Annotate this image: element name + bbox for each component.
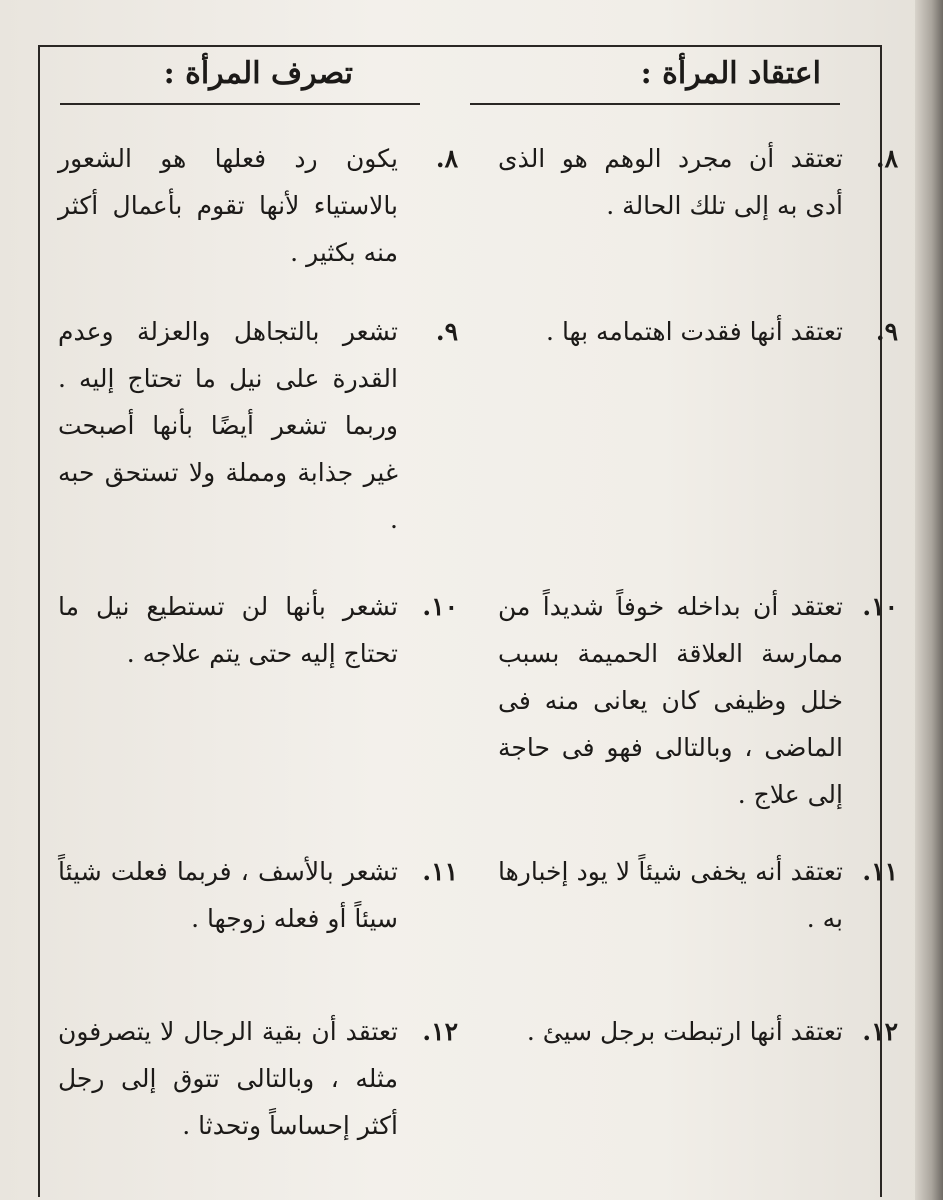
item-number: ١١. — [422, 857, 458, 886]
item-number: ٨. — [875, 144, 898, 173]
item-number: ١٠. — [862, 592, 898, 621]
belief-item-10 — [498, 583, 898, 818]
behavior-item-12 — [58, 1008, 458, 1149]
belief-item-9 — [498, 308, 898, 355]
item-text: تشعر بأنها لن تستطيع نيل ما تحتاج إليه حتى يتم علاجه . — [58, 592, 398, 668]
item-text: تعتقد أنها فقدت اهتمامه بها . — [546, 317, 843, 346]
behavior-header-rule — [60, 103, 420, 105]
behavior-item-10 — [58, 583, 458, 677]
item-number: ١٢. — [422, 1017, 458, 1046]
item-text: تشعر بالأسف ، فربما فعلت شيئاً سيئاً أو فعله زوجها . — [58, 857, 398, 933]
item-text: تعتقد أنها ارتبطت برجل سيئ . — [526, 1017, 843, 1046]
item-number: ١١. — [862, 857, 898, 886]
item-text: تعتقد أن بداخله خوفاً شديداً من ممارسة العلاقة الحميمة بسبب خلل وظيفى كان يعانى منه فى الماضى ، وبالتالى فهو فى حاجة إلى علاج . — [498, 592, 843, 809]
belief-column-header: اعتقاد المرأة : — [640, 56, 821, 91]
behavior-item-9 — [58, 308, 458, 543]
belief-item-8 — [498, 135, 898, 229]
behavior-column-header: تصرف المرأة : — [163, 56, 353, 91]
item-text: تعتقد أنه يخفى شيئاً لا يود إخبارها به . — [498, 857, 843, 933]
belief-item-12 — [498, 1008, 898, 1055]
item-text: يكون رد فعلها هو الشعور بالاستياء لأنها تقوم بأعمال أكثر منه بكثير . — [58, 144, 398, 267]
item-text: تشعر بالتجاهل والعزلة وعدم القدرة على نيل ما تحتاج إليه . وربما تشعر أيضًا بأنها أصبحت غير جذابة ومملة ولا تستحق حبه . — [58, 317, 398, 534]
item-number: ٩. — [875, 317, 898, 346]
belief-item-11 — [498, 848, 898, 942]
item-number: ٨. — [435, 144, 458, 173]
belief-header-rule — [470, 103, 840, 105]
item-number: ١٢. — [862, 1017, 898, 1046]
item-text: تعتقد أن بقية الرجال لا يتصرفون مثله ، وبالتالى تتوق إلى رجل أكثر إحساساً وتحدثا . — [58, 1017, 398, 1140]
item-number: ٩. — [435, 317, 458, 346]
item-number: ١٠. — [422, 592, 458, 621]
book-spine — [915, 0, 943, 1200]
item-text: تعتقد أن مجرد الوهم هو الذى أدى به إلى تلك الحالة . — [498, 144, 843, 220]
behavior-item-11 — [58, 848, 458, 942]
behavior-item-8 — [58, 135, 458, 276]
